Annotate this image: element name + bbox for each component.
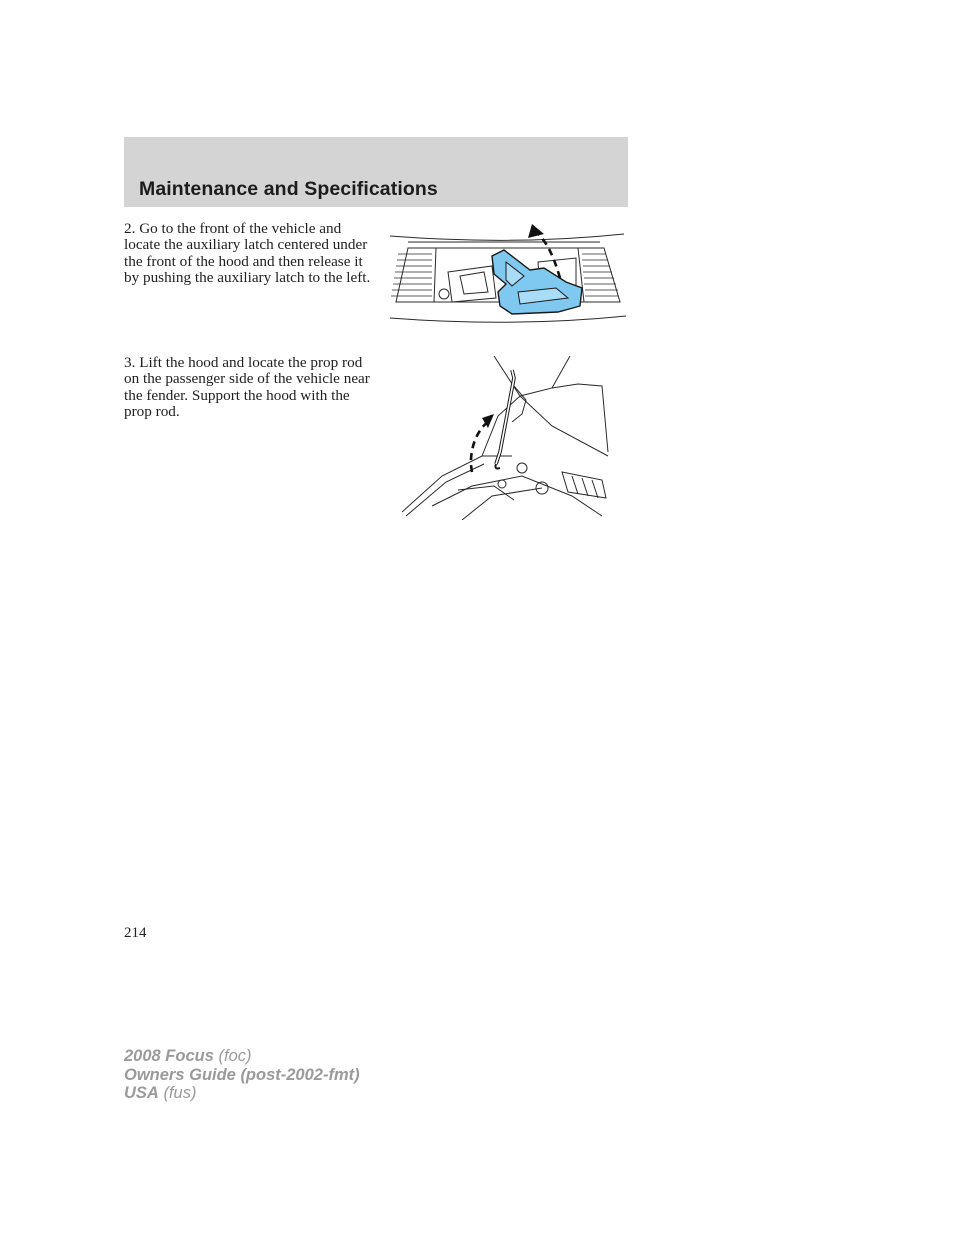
prop-rod-illustration: [402, 356, 612, 520]
footer-guide: Owners Guide (post-2002-fmt): [124, 1065, 360, 1084]
footer-model: 2008 Focus: [124, 1047, 214, 1065]
document-footer: [124, 1047, 360, 1103]
step-3-text: 3. Lift the hood and locate the prop rod on the passenger side of the vehicle near the fender. Support the hood with the prop rod.: [124, 354, 370, 421]
footer-model-code: (foc): [218, 1047, 252, 1065]
section-title: Maintenance and Specifications: [139, 178, 438, 200]
footer-market: USA: [124, 1084, 159, 1102]
footer-market-code: (fus): [163, 1084, 197, 1102]
page-number: 214: [124, 925, 147, 941]
auxiliary-latch-illustration: [388, 222, 630, 326]
step-2-text: 2. Go to the front of the vehicle and locate the auxiliary latch centered under the front of the hood and then release it by pushing the auxiliary latch to the left.: [124, 220, 371, 287]
section-header: [124, 137, 628, 207]
